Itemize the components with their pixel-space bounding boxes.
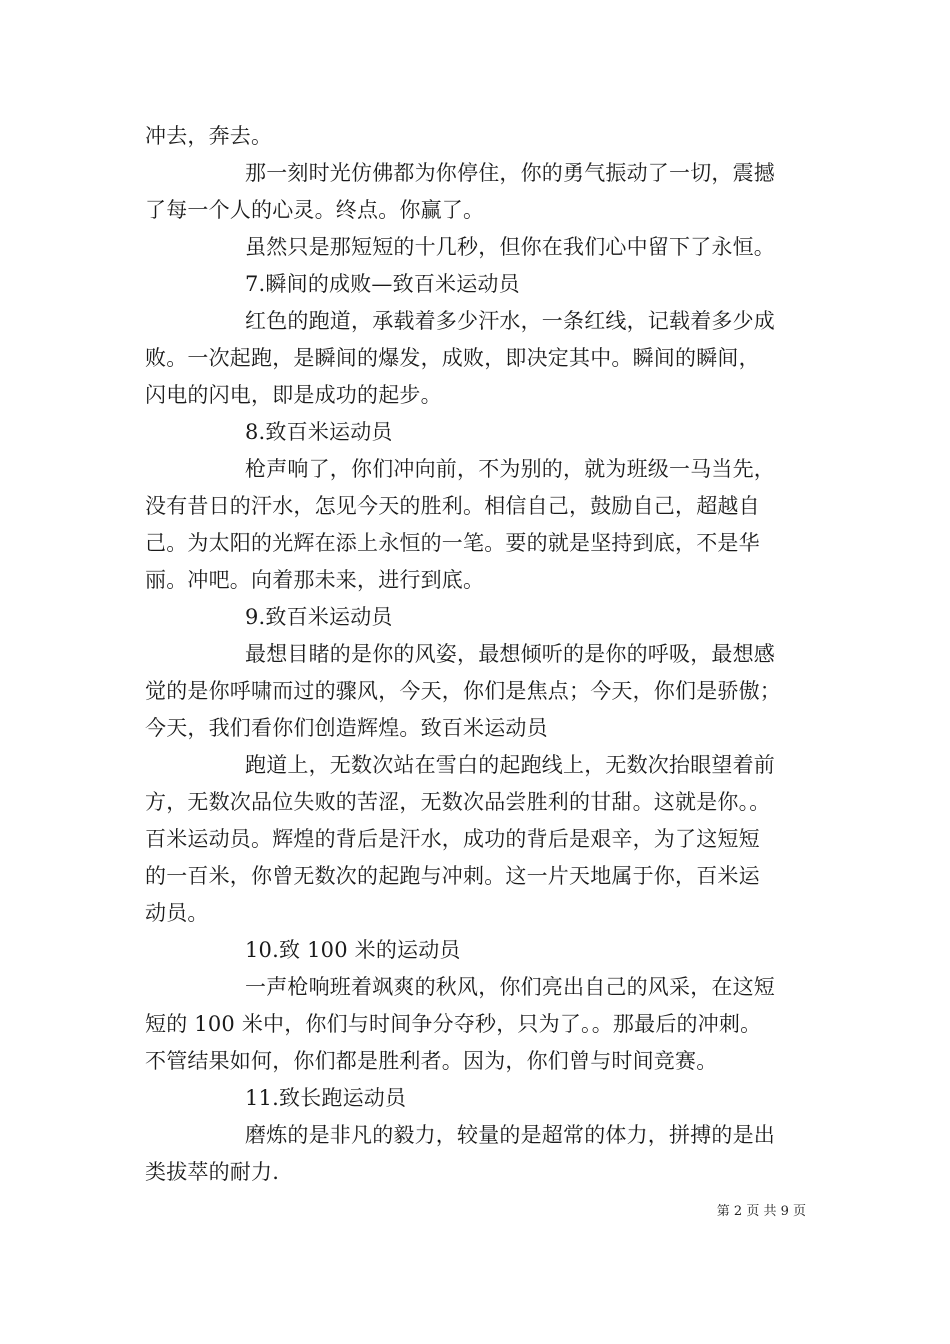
text-line: 11.致长跑运动员: [245, 1086, 407, 1110]
text-line: 闪电的闪电，即是成功的起步。: [145, 383, 442, 407]
text-line: 枪声响了，你们冲向前，不为别的，就为班级一马当先，: [245, 457, 775, 481]
text-line: 不管结果如何，你们都是胜利者。因为，你们曾与时间竞赛。: [145, 1049, 718, 1073]
text-line: 方，无数次品位失败的苦涩，无数次品尝胜利的甘甜。这就是你。。: [145, 790, 771, 814]
document-body: [145, 118, 811, 1191]
text-line: 最想目睹的是你的风姿，最想倾听的是你的呼吸，最想感: [245, 642, 775, 666]
text-line: 红色的跑道，承载着多少汗水，一条红线，记载着多少成: [245, 309, 775, 333]
text-line: 一声枪响班着飒爽的秋风，你们亮出自己的风采，在这短: [245, 975, 775, 999]
text-line: 今天，我们看你们创造辉煌。致百米运动员: [145, 716, 548, 740]
text-line: 短的 100 米中，你们与时间争分夺秒，只为了。。那最后的冲刺。: [145, 1012, 762, 1036]
text-line: 7.瞬间的成败—致百米运动员: [245, 272, 520, 296]
text-line: 8.致百米运动员: [245, 420, 393, 444]
text-line: 败。一次起跑，是瞬间的爆发，成败，即决定其中。瞬间的瞬间，: [145, 346, 760, 370]
text-line: 觉的是你呼啸而过的骤风，今天，你们是焦点；今天，你们是骄傲；: [145, 679, 781, 703]
text-line: 那一刻时光仿佛都为你停住，你的勇气振动了一切，震撼: [245, 161, 775, 185]
text-line: 磨炼的是非凡的毅力，较量的是超常的体力，拼搏的是出: [245, 1123, 775, 1147]
text-line: 没有昔日的汗水，怎见今天的胜利。相信自己，鼓励自己，超越自: [145, 494, 760, 518]
text-line: 跑道上，无数次站在雪白的起跑线上，无数次抬眼望着前: [245, 753, 775, 777]
text-line: 丽。冲吧。向着那未来，进行到底。: [145, 568, 485, 592]
text-line: 10.致 100 米的运动员: [245, 938, 461, 962]
text-line: 9.致百米运动员: [245, 605, 393, 629]
text-line: 己。为太阳的光辉在添上永恒的一笔。要的就是坚持到底，不是华: [145, 531, 760, 555]
text-line: 的一百米，你曾无数次的起跑与冲刺。这一片天地属于你，百米运: [145, 864, 760, 888]
text-line: 动员。: [145, 901, 209, 925]
text-line: 百米运动员。辉煌的背后是汗水，成功的背后是艰辛，为了这短短: [145, 827, 760, 851]
page-number-footer: 第 2 页 共 9 页: [716, 1204, 806, 1219]
text-line: 类拔萃的耐力.: [145, 1160, 280, 1184]
text-line: 虽然只是那短短的十几秒，但你在我们心中留下了永恒。: [245, 235, 775, 259]
text-line: 冲去，奔去。: [145, 124, 273, 148]
text-line: 了每一个人的心灵。终点。你赢了。: [145, 198, 485, 222]
